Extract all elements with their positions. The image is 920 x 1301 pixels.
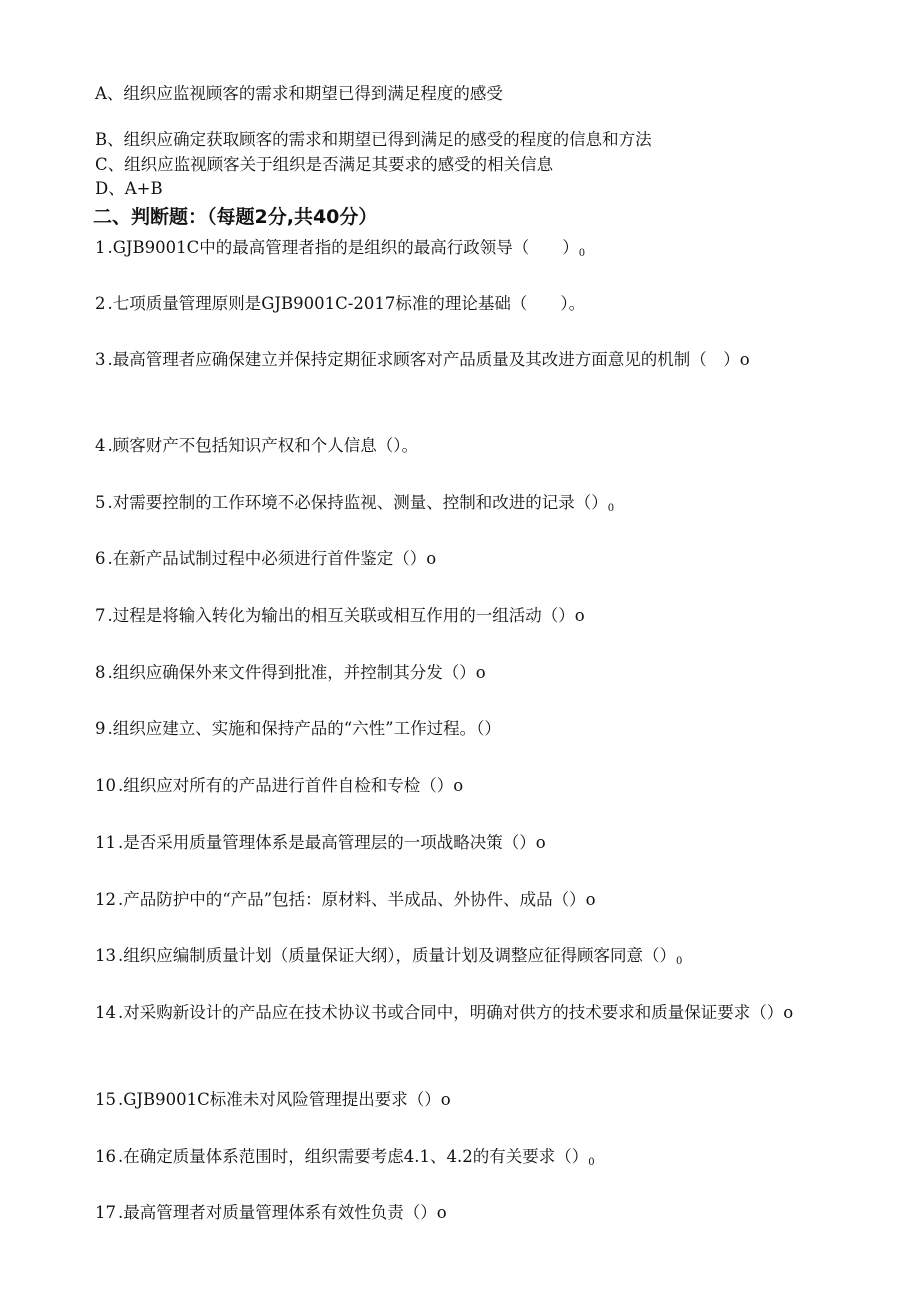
question-text: .产品防护中的“产品”包括：原材料、半成品、外协件、成品（）o [118, 890, 596, 909]
question-5 [95, 489, 815, 523]
question-10 [95, 772, 815, 800]
question-7 [95, 602, 815, 630]
option-b: B、组织应确定获取顾客的需求和期望已得到满足的感受的程度的信息和方法 [95, 130, 652, 149]
question-text: .是否采用质量管理体系是最高管理层的一项战略决策（）o [118, 833, 546, 852]
question-number: 13 [95, 946, 116, 965]
question-1 [95, 234, 815, 268]
question-tail: 0 [588, 1157, 595, 1168]
question-number: 11 [95, 833, 116, 852]
question-text: .GJB9001C中的最高管理者指的是组织的最高行政领导（ ） [107, 238, 579, 257]
question-11 [95, 829, 815, 857]
question-number: 4 [95, 436, 106, 455]
question-text: .组织应对所有的产品进行首件自检和专检（）o [118, 776, 464, 795]
question-number: 5 [95, 493, 106, 512]
question-text: .在确定质量体系范围时，组织需要考虑4.1、4.2的有关要求（） [118, 1147, 589, 1166]
question-tail: 0 [607, 503, 615, 514]
question-number: 7 [95, 606, 106, 625]
question-number: 1 [95, 238, 106, 257]
question-number: 16 [95, 1147, 116, 1166]
question-text: .组织应确保外来文件得到批准，并控制其分发（）o [107, 663, 486, 682]
question-13 [95, 942, 815, 976]
question-4 [95, 432, 815, 460]
question-text: .对采购新设计的产品应在技术协议书或合同中，明确对供方的技术要求和质量保证要求（）o [118, 1003, 794, 1022]
option-a: A、组织应监视顾客的需求和期望已得到满足程度的感受 [95, 84, 503, 103]
question-17 [95, 1199, 815, 1227]
option-d: D、A+B [95, 179, 163, 198]
question-text: .在新产品试制过程中必须进行首件鉴定（）o [107, 549, 437, 568]
question-tail: 0 [578, 248, 586, 259]
question-number: 12 [95, 890, 116, 909]
question-14 [95, 999, 807, 1027]
question-text: .组织应编制质量计划（质量保证大纲），质量计划及调整应征得顾客同意（） [118, 946, 676, 965]
section-heading: 二、判断题：（每题2分,共40分） [93, 206, 378, 228]
question-number: 2 [95, 294, 106, 313]
question-text: .过程是将输入转化为输出的相互关联或相互作用的一组活动（）o [107, 606, 585, 625]
question-text: .最高管理者对质量管理体系有效性负责（）o [118, 1203, 447, 1222]
question-number: 14 [95, 1003, 116, 1022]
question-2 [95, 290, 815, 318]
question-number: 10 [95, 776, 116, 795]
question-16 [95, 1143, 815, 1177]
question-number: 3 [95, 350, 106, 369]
question-text: .对需要控制的工作环境不必保持监视、测量、控制和改进的记录（） [107, 493, 608, 512]
question-number: 6 [95, 549, 106, 568]
question-15 [95, 1086, 815, 1114]
question-8 [95, 659, 815, 687]
question-3 [95, 346, 807, 374]
question-text: .顾客财产不包括知识产权和个人信息（）。 [107, 436, 418, 455]
question-text: .组织应建立、实施和保持产品的“六性”工作过程。（） [107, 719, 501, 738]
question-text: .GJB9001C标准未对风险管理提出要求（）o [118, 1090, 451, 1109]
question-6 [95, 545, 815, 573]
question-9 [95, 715, 815, 743]
question-12 [95, 886, 815, 914]
question-number: 17 [95, 1203, 116, 1222]
question-number: 9 [95, 719, 106, 738]
option-c: C、组织应监视顾客关于组织是否满足其要求的感受的相关信息 [95, 155, 554, 174]
question-tail: 0 [676, 956, 683, 967]
question-text: .最高管理者应确保建立并保持定期征求顾客对产品质量及其改进方面意见的机制（ ）o [107, 350, 750, 369]
question-text: .七项质量管理原则是GJB9001C-2017标准的理论基础（ ）。 [107, 294, 586, 313]
question-number: 8 [95, 663, 106, 682]
question-number: 15 [95, 1090, 116, 1109]
